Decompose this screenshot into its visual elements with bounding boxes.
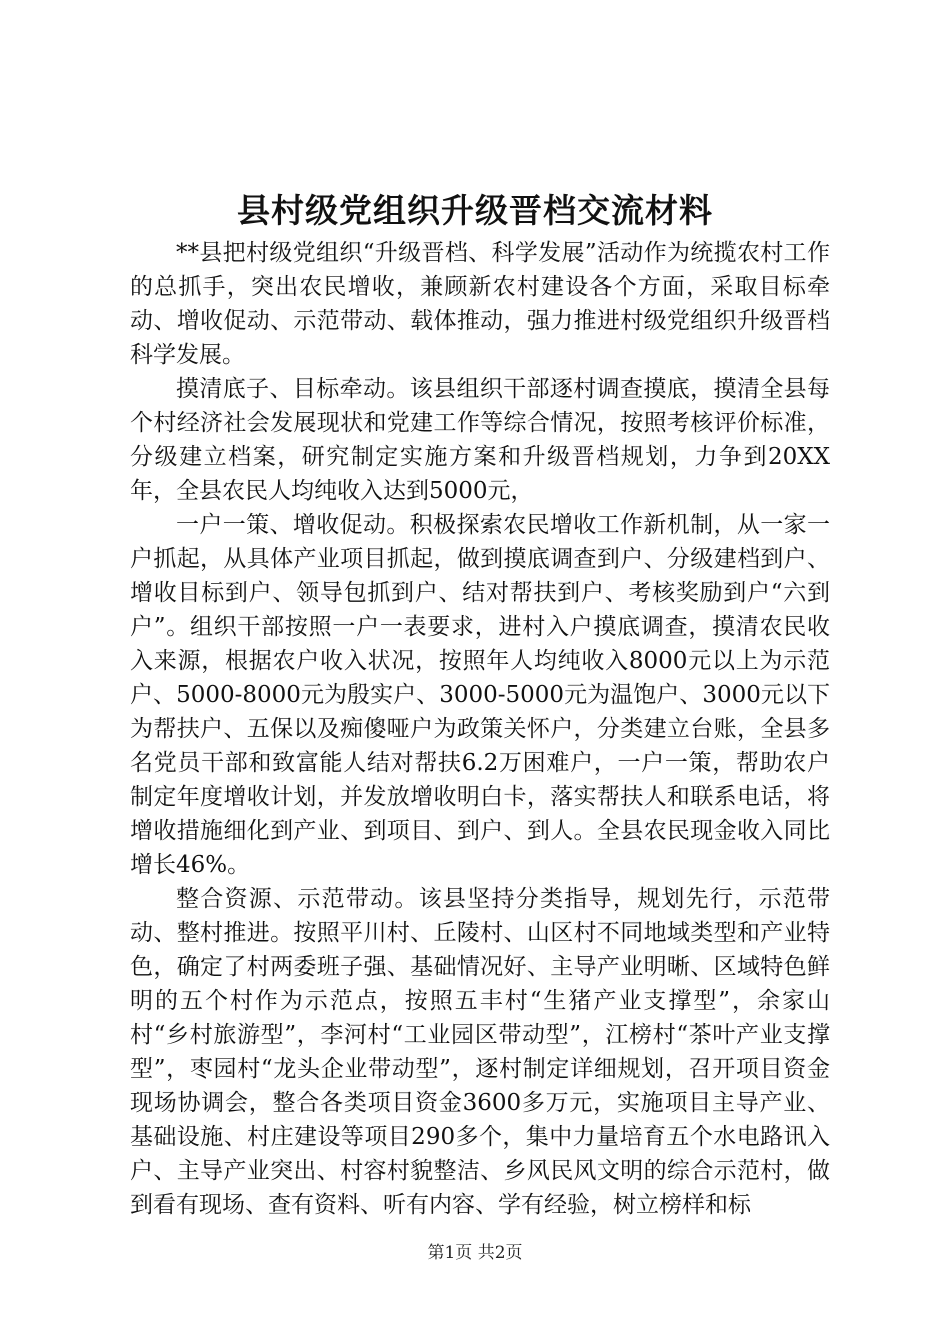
paragraph-intro: **县把村级党组织“升级晋档、科学发展”活动作为统揽农村工作的总抓手，突出农民增收，兼顾新农村建设各个方面，采取目标牵动、增收促动、示范带动、载体推动，强力推进村级党组织升级晋档科学发展。 <box>130 240 830 368</box>
page-footer: 第1页 共2页 <box>427 1243 523 1263</box>
paragraph-income-promotion: 一户一策、增收促动。积极探索农民增收工作新机制，从一家一户抓起，从具体产业项目抓起，做到摸底调查到户、分级建档到户、增收目标到户、领导包抓到户、结对帮扶到户、考核奖励到户“六到户”。组织干部按照一户一表要求，进村入户摸底调查，摸清农民收入来源，根据农户收入状况，按照年人均纯收入8000元以上为示范户、5000-8000元为殷实户、3000-5000元为温饱户、3000元以下为帮扶户、五保以及痴傻哑户为政策关怀户，分类建立台账，全县多名党员干部和致富能人结对帮扶6.2万困难户，一户一策，帮助农户制定年度增收计划，并发放增收明白卡，落实帮扶人和联系电话，将增收措施细化到产业、到项目、到户、到人。全县农民现金收入同比增长46%。 <box>130 512 830 878</box>
paragraph-target-drive: 摸清底子、目标牵动。该县组织干部逐村调查摸底，摸清全县每个村经济社会发展现状和党建工作等综合情况，按照考核评价标准，分级建立档案，研究制定实施方案和升级晋档规划，力争到20XX年，全县农民人均纯收入达到5000元， <box>130 376 830 504</box>
document-title: 县村级党组织升级晋档交流材料 <box>237 191 713 230</box>
paragraph-demonstration: 整合资源、示范带动。该县坚持分类指导，规划先行，示范带动、整村推进。按照平川村、丘陵村、山区村不同地域类型和产业特色，确定了村两委班子强、基础情况好、主导产业明晰、区域特色鲜明的五个村作为示范点，按照五丰村“生猪产业支撑型”，余家山村“乡村旅游型”，李河村“工业园区带动型”，江榜村“茶叶产业支撑型”，枣园村“龙头企业带动型”，逐村制定详细规划，召开项目资金现场协调会，整合各类项目资金3600多万元，实施项目主导产业、基础设施、村庄建设等项目290多个，集中力量培育五个水电路讯入户、主导产业突出、村容村貌整洁、乡风民风文明的综合示范村，做到看有现场、查有资料、听有内容、学有经验，树立榜样和标 <box>130 886 830 1218</box>
document-body <box>130 236 830 1222</box>
